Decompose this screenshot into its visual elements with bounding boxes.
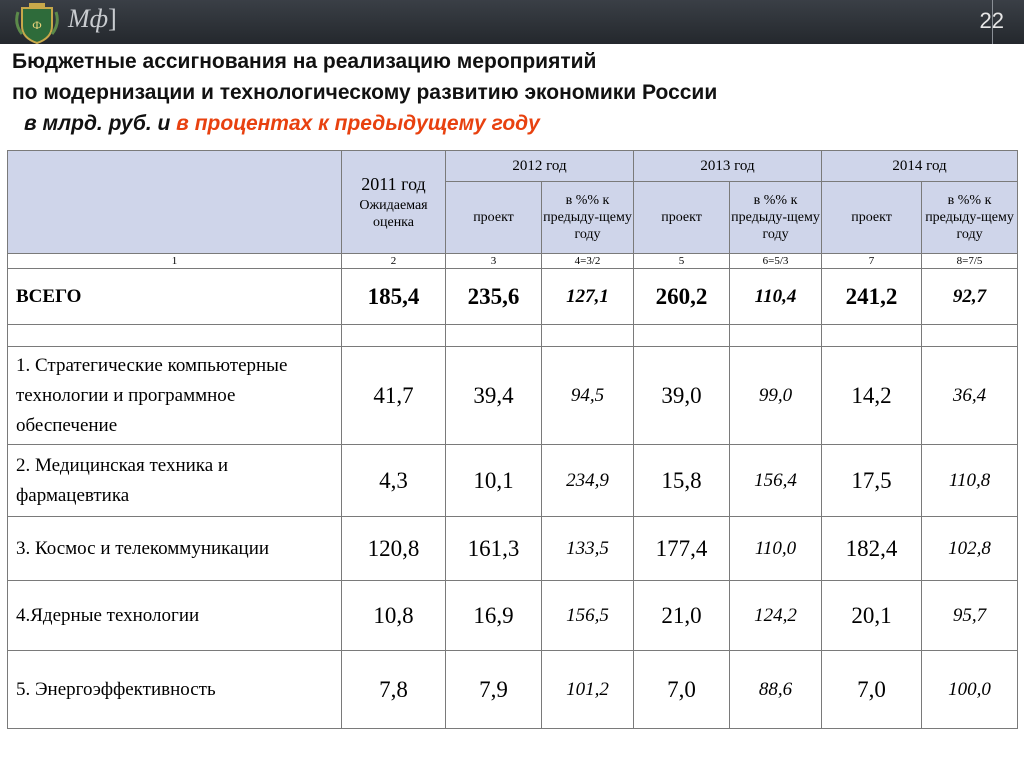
index-cell: 4=3/2 <box>542 254 634 269</box>
value-cell: 15,8 <box>634 445 730 517</box>
value-cell: 260,2 <box>634 269 730 325</box>
value-cell: 20,1 <box>822 581 922 651</box>
index-cell: 6=5/3 <box>730 254 822 269</box>
value-cell: 182,4 <box>822 517 922 581</box>
header-row-years <box>8 151 1018 182</box>
row-label: 2. Медицинская техника и фармацевтика <box>8 445 342 517</box>
percent-cell: 156,5 <box>542 581 634 651</box>
percent-cell: 110,4 <box>730 269 822 325</box>
percent-cell: 156,4 <box>730 445 822 517</box>
value-cell: 235,6 <box>446 269 542 325</box>
value-cell: 39,0 <box>634 347 730 445</box>
value-cell: 21,0 <box>634 581 730 651</box>
index-cell: 1 <box>8 254 342 269</box>
percent-cell: 36,4 <box>922 347 1018 445</box>
percent-cell: 110,8 <box>922 445 1018 517</box>
header-year-2014: 2014 год <box>822 151 1018 182</box>
header-percent-2014: в %% к предыду-щему году <box>922 182 1018 254</box>
value-cell: 41,7 <box>342 347 446 445</box>
percent-cell: 88,6 <box>730 651 822 729</box>
row-label: 5. Энергоэффективность <box>8 651 342 729</box>
header-project-2012: проект <box>446 182 542 254</box>
index-cell: 3 <box>446 254 542 269</box>
title-red-part: в процентах к предыдущему году <box>176 112 540 135</box>
row-label: 3. Космос и телекоммуникации <box>8 517 342 581</box>
value-cell: 10,8 <box>342 581 446 651</box>
table-row-total <box>8 269 1018 325</box>
header-2011: 2011 год Ожидаемая оценка <box>342 151 446 254</box>
value-cell: 7,8 <box>342 651 446 729</box>
percent-cell: 133,5 <box>542 517 634 581</box>
university-crest-icon <box>14 2 60 44</box>
percent-cell: 124,2 <box>730 581 822 651</box>
title-line-2: по модернизации и технологическому развитию экономики России <box>12 81 718 104</box>
value-cell: 14,2 <box>822 347 922 445</box>
table-row <box>8 347 1018 445</box>
percent-cell: 94,5 <box>542 347 634 445</box>
index-cell: 7 <box>822 254 922 269</box>
header-percent-2013: в %% к предыду-щему году <box>730 182 822 254</box>
percent-cell: 92,7 <box>922 269 1018 325</box>
header-empty-cell <box>8 151 342 254</box>
column-index-row <box>8 254 1018 269</box>
page-number: 22 <box>979 8 1004 33</box>
value-cell: 39,4 <box>446 347 542 445</box>
brand-logo-text: Мф] <box>68 4 117 33</box>
table-row <box>8 581 1018 651</box>
value-cell: 16,9 <box>446 581 542 651</box>
percent-cell: 101,2 <box>542 651 634 729</box>
percent-cell: 234,9 <box>542 445 634 517</box>
row-label: 1. Стратегические компьютерные технологии и программное обеспечение <box>8 347 342 445</box>
title-line-3: в млрд. руб. и в процентах к предыдущему году <box>24 112 540 135</box>
value-cell: 7,0 <box>634 651 730 729</box>
budget-table <box>7 150 1018 729</box>
top-bar <box>0 0 1024 44</box>
table-row-spacer <box>8 325 1018 347</box>
value-cell: 17,5 <box>822 445 922 517</box>
row-label: 4.Ядерные технологии <box>8 581 342 651</box>
value-cell: 120,8 <box>342 517 446 581</box>
value-cell: 7,9 <box>446 651 542 729</box>
header-year-2012: 2012 год <box>446 151 634 182</box>
header-project-2013: проект <box>634 182 730 254</box>
value-cell: 10,1 <box>446 445 542 517</box>
index-cell: 2 <box>342 254 446 269</box>
value-cell: 177,4 <box>634 517 730 581</box>
table-row <box>8 517 1018 581</box>
percent-cell: 110,0 <box>730 517 822 581</box>
percent-cell: 127,1 <box>542 269 634 325</box>
table-row <box>8 445 1018 517</box>
row-label: ВСЕГО <box>8 269 342 325</box>
title-line-1: Бюджетные ассигнования на реализацию мероприятий <box>12 50 597 73</box>
index-cell: 5 <box>634 254 730 269</box>
table-row <box>8 651 1018 729</box>
value-cell: 7,0 <box>822 651 922 729</box>
percent-cell: 102,8 <box>922 517 1018 581</box>
value-cell: 241,2 <box>822 269 922 325</box>
header-year-2013: 2013 год <box>634 151 822 182</box>
slide-title <box>12 46 1012 139</box>
value-cell: 4,3 <box>342 445 446 517</box>
svg-text:Ф: Ф <box>32 18 42 32</box>
header-percent-2012: в %% к предыду-щему году <box>542 182 634 254</box>
index-cell: 8=7/5 <box>922 254 1018 269</box>
header-project-2014: проект <box>822 182 922 254</box>
percent-cell: 100,0 <box>922 651 1018 729</box>
percent-cell: 99,0 <box>730 347 822 445</box>
value-cell: 161,3 <box>446 517 542 581</box>
percent-cell: 95,7 <box>922 581 1018 651</box>
value-cell: 185,4 <box>342 269 446 325</box>
